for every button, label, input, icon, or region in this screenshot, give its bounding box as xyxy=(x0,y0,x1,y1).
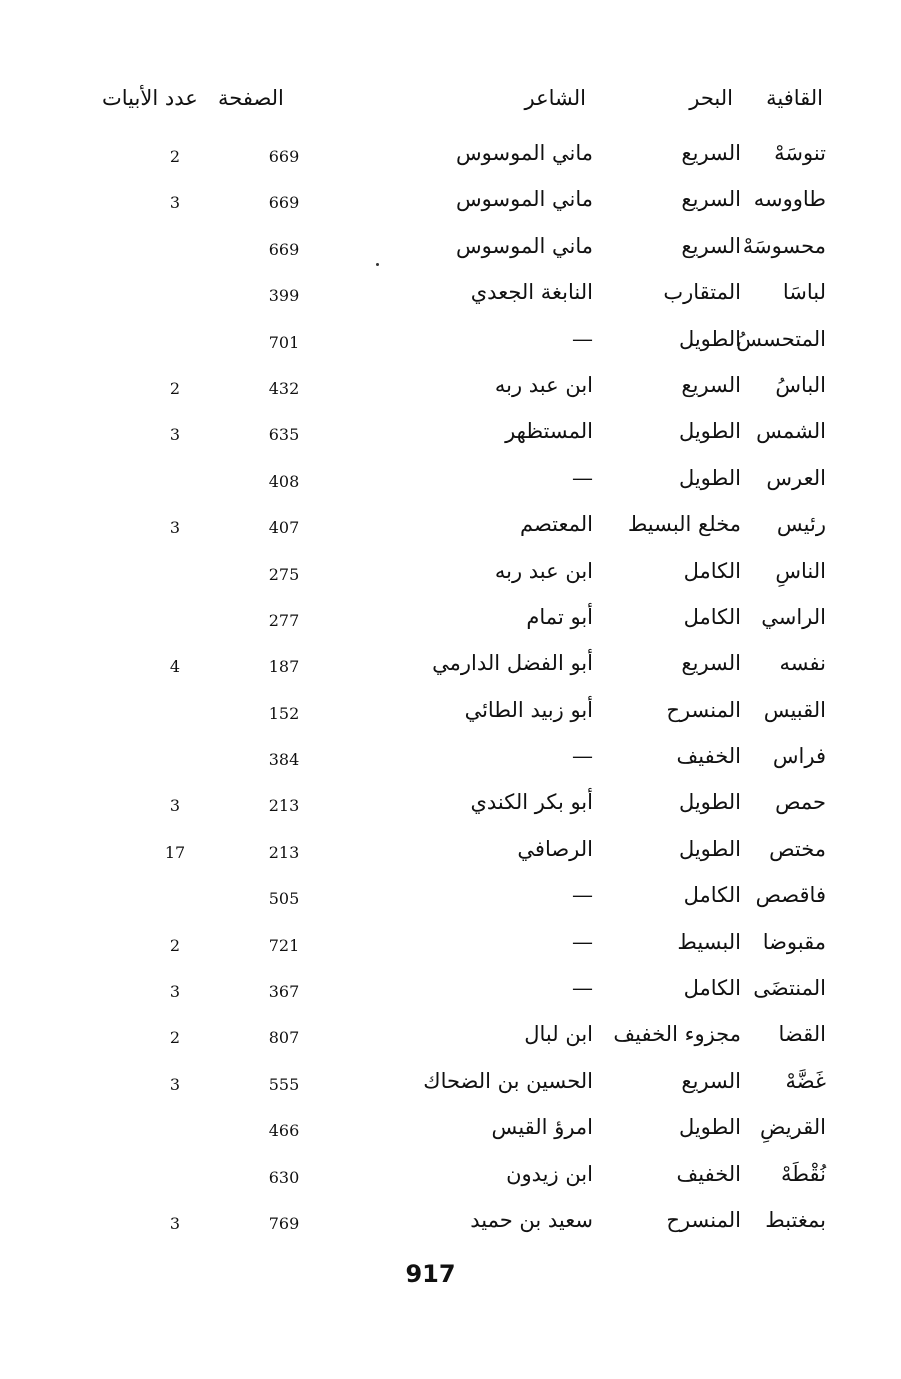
poet-cell: ماني الموسوس xyxy=(456,187,593,212)
page-cell: 635 xyxy=(268,425,300,445)
meter-cell: السريع xyxy=(681,233,741,258)
meter-cell: الكامل xyxy=(683,558,741,583)
page-number: 917 xyxy=(405,1260,456,1288)
meter-cell: الطويل xyxy=(678,836,741,861)
meter-cell: مجزوء الخفيف xyxy=(613,1022,741,1047)
verse-count-cell: 2 xyxy=(169,147,181,166)
rhyme-cell: فراس xyxy=(772,744,826,769)
table-row xyxy=(0,1017,901,1063)
page-cell: 187 xyxy=(268,657,300,677)
table-row xyxy=(0,1064,901,1110)
rhyme-cell: لباسَا xyxy=(782,280,826,305)
table-row xyxy=(0,785,901,831)
verse-count-cell: 4 xyxy=(169,657,181,677)
table-row xyxy=(0,461,901,507)
table-body xyxy=(0,136,901,1249)
poet-cell: ابن زيدون xyxy=(506,1161,593,1186)
meter-cell: الكامل xyxy=(683,883,741,908)
meter-cell: الطويل xyxy=(678,326,741,351)
table-row xyxy=(0,554,901,600)
table-row xyxy=(0,971,901,1017)
rhyme-cell: فاقصص xyxy=(755,883,826,908)
table-row xyxy=(0,275,901,321)
table-row xyxy=(0,368,901,414)
meter-cell: السريع xyxy=(681,372,741,397)
meter-cell: السريع xyxy=(681,141,741,165)
table-row xyxy=(0,925,901,971)
rhyme-cell: بمغتبط xyxy=(765,1207,826,1232)
rhyme-cell: مقبوضا xyxy=(762,929,826,954)
meter-cell: الكامل xyxy=(683,976,741,1001)
table-row xyxy=(0,1110,901,1156)
verse-count-cell: 3 xyxy=(169,518,181,538)
page-cell: 213 xyxy=(268,842,300,862)
rhyme-cell: طاووسه xyxy=(753,187,826,212)
page-cell: 769 xyxy=(268,1213,300,1233)
poet-cell: — xyxy=(572,465,593,490)
table-row xyxy=(0,1157,901,1203)
rhyme-cell: القبيس xyxy=(763,697,826,722)
rhyme-cell: العرس xyxy=(766,465,826,490)
rhyme-cell: الشمس xyxy=(756,419,826,444)
page-cell: 384 xyxy=(268,750,300,770)
page-cell: 277 xyxy=(268,610,300,630)
page-cell: 466 xyxy=(268,1121,300,1141)
rhyme-cell: القضا xyxy=(778,1022,826,1047)
table-row xyxy=(0,182,901,228)
verse-count-cell: 3 xyxy=(169,193,181,213)
meter-cell: السريع xyxy=(681,651,741,676)
page-cell: 721 xyxy=(268,935,300,955)
verse-count-cell: 2 xyxy=(169,1028,181,1048)
meter-cell: الطويل xyxy=(678,465,741,490)
header-meter: البحر xyxy=(689,86,733,110)
table-row xyxy=(0,229,901,275)
poet-cell: الحسين بن الضحاك xyxy=(423,1068,593,1093)
verse-count-cell: 3 xyxy=(169,796,181,816)
rhyme-cell: نفسه xyxy=(779,651,826,676)
poet-cell: امرؤ القيس xyxy=(491,1115,593,1140)
meter-cell: البسيط xyxy=(677,929,741,954)
poet-cell: — xyxy=(572,744,593,769)
poet-cell: — xyxy=(572,976,593,1001)
verse-count-cell: 3 xyxy=(169,1213,181,1233)
verse-count-cell: 2 xyxy=(169,378,181,398)
page-cell: 432 xyxy=(268,378,300,398)
verse-count-cell: 3 xyxy=(169,1074,181,1094)
rhyme-cell: حمص xyxy=(775,790,826,815)
table-header xyxy=(0,86,901,126)
rhyme-cell: رئيس xyxy=(776,512,826,537)
page-cell: 669 xyxy=(268,239,300,259)
poet-cell: — xyxy=(572,326,593,351)
poet-cell: أبو تمام xyxy=(526,604,593,629)
poet-cell: — xyxy=(572,883,593,908)
meter-cell: الطويل xyxy=(678,419,741,444)
poet-cell: ماني الموسوس xyxy=(456,141,593,165)
poet-cell: سعيد بن حميد xyxy=(470,1207,593,1232)
rhyme-cell: غَضَّهْ xyxy=(785,1068,826,1093)
verse-count-cell: 17 xyxy=(164,842,186,862)
meter-cell: الخفيف xyxy=(676,744,741,769)
table-row xyxy=(0,878,901,924)
page-cell: 367 xyxy=(268,982,300,1002)
table-row xyxy=(0,414,901,460)
header-rhyme: القافية xyxy=(766,86,823,110)
table-row xyxy=(0,739,901,785)
header-count: عدد الأبيات xyxy=(102,86,198,110)
meter-cell: الطويل xyxy=(678,790,741,815)
verse-count-cell: 3 xyxy=(169,982,181,1002)
rhyme-cell: الباسُ xyxy=(775,372,826,397)
page-cell: 669 xyxy=(268,147,300,166)
poet-cell: النابغة الجعدي xyxy=(470,280,593,305)
verse-count-cell: 2 xyxy=(169,935,181,955)
meter-cell: المنسرح xyxy=(666,1207,741,1232)
poet-cell: المستظهر xyxy=(505,419,593,444)
meter-cell: الطويل xyxy=(678,1115,741,1140)
rhyme-cell: المنتضَى xyxy=(753,976,826,1001)
poet-cell: الرصافي xyxy=(517,836,593,861)
page-cell: 807 xyxy=(268,1028,300,1048)
poet-cell: أبو بكر الكندي xyxy=(470,790,593,815)
rhyme-cell: القريضِ xyxy=(759,1115,826,1140)
meter-cell: السريع xyxy=(681,187,741,212)
meter-cell: المنسرح xyxy=(666,697,741,722)
poet-cell: أبو زبيد الطائي xyxy=(464,697,593,722)
rhyme-cell: تنوسَهْ xyxy=(774,141,826,165)
header-poet: الشاعر xyxy=(524,86,586,110)
meter-cell: الخفيف xyxy=(676,1161,741,1186)
poet-cell: ماني الموسوس xyxy=(456,233,593,258)
page-cell: 505 xyxy=(268,889,300,909)
meter-cell: السريع xyxy=(681,1068,741,1093)
poet-cell: ابن لبال xyxy=(524,1022,593,1047)
page-cell: 407 xyxy=(268,518,300,538)
table-row xyxy=(0,1203,901,1249)
table-row xyxy=(0,646,901,692)
table-row xyxy=(0,322,901,368)
meter-cell: الكامل xyxy=(683,604,741,629)
page-cell: 701 xyxy=(268,332,300,352)
poet-cell: — xyxy=(572,929,593,954)
rhyme-cell: المتحسسُ xyxy=(736,326,826,351)
poet-cell: أبو الفضل الدارمي xyxy=(432,651,593,676)
page-cell: 213 xyxy=(268,796,300,816)
meter-cell: مخلع البسيط xyxy=(627,512,741,537)
table-row xyxy=(0,600,901,646)
page-cell: 555 xyxy=(268,1074,300,1094)
page-cell: 408 xyxy=(268,471,300,491)
rhyme-cell: نُقْطَهْ xyxy=(781,1161,826,1186)
page-cell: 275 xyxy=(268,564,300,584)
page-cell: 399 xyxy=(268,286,300,306)
rhyme-cell: مختص xyxy=(769,836,826,861)
table-row xyxy=(0,693,901,739)
page-cell: 152 xyxy=(268,703,300,723)
verse-count-cell: 3 xyxy=(169,425,181,445)
header-page: الصفحة xyxy=(218,86,284,110)
poet-cell: المعتصم xyxy=(519,512,593,537)
table-row xyxy=(0,507,901,553)
poet-cell: ابن عبد ربه xyxy=(494,372,593,397)
page-cell: 630 xyxy=(268,1167,300,1187)
rhyme-cell: الناسِ xyxy=(775,558,826,583)
rhyme-cell: محسوسَهْ xyxy=(742,233,826,258)
rhyme-cell: الراسي xyxy=(761,604,826,629)
poet-cell: ابن عبد ربه xyxy=(494,558,593,583)
page-cell: 669 xyxy=(268,193,300,213)
table-row xyxy=(0,832,901,878)
table-row xyxy=(0,136,901,182)
meter-cell: المتقارب xyxy=(663,280,741,305)
